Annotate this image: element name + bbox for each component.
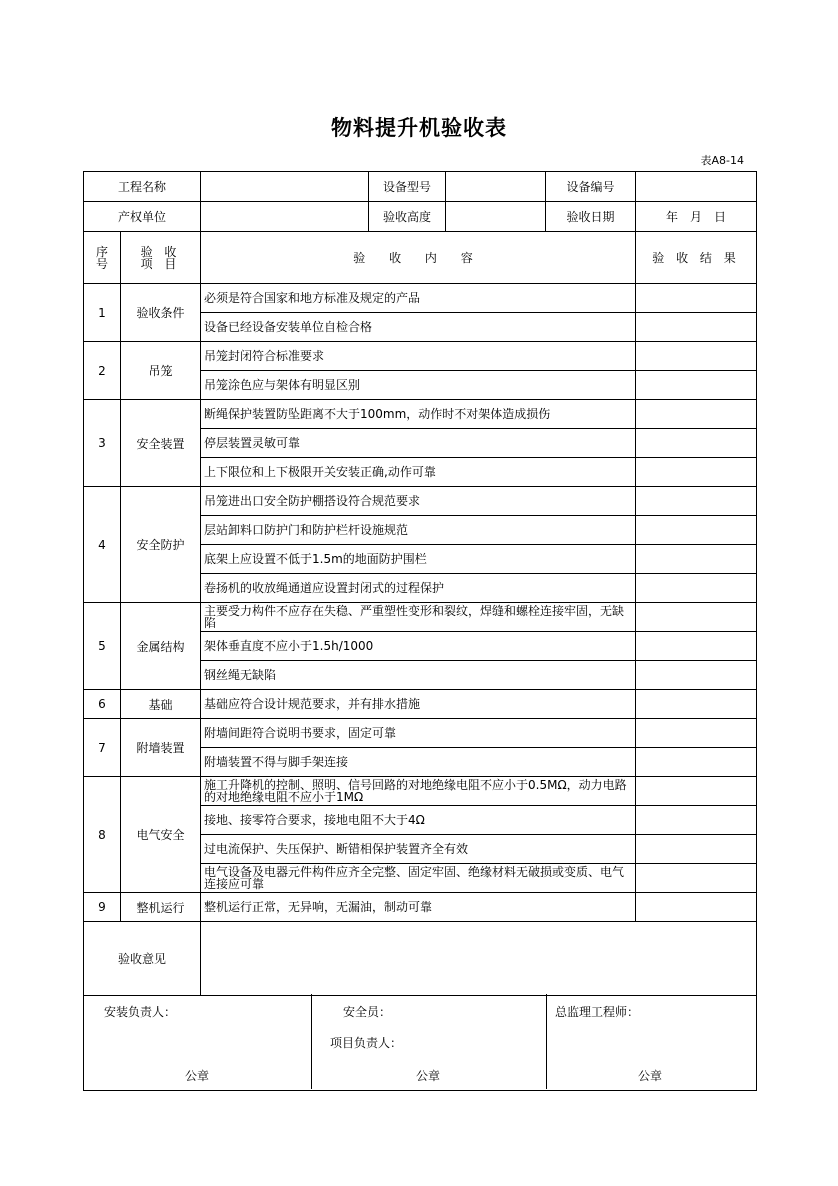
- check-content: 断绳保护装置防坠距离不大于100mm，动作时不对架体造成损伤: [201, 400, 636, 429]
- check-content: 主要受力构件不应存在失稳、严重塑性变形和裂纹，焊缝和螺栓连接牢固，无缺陷: [201, 603, 636, 632]
- check-content: 上下限位和上下极限开关安装正确,动作可靠: [201, 458, 636, 487]
- check-content: 架体垂直度不应小于1.5h/1000: [201, 632, 636, 661]
- check-content: 接地、接零符合要求，接地电阻不大于4Ω: [201, 806, 636, 835]
- check-result[interactable]: [636, 603, 757, 632]
- group-item: 验收条件: [121, 284, 201, 342]
- group-no: 8: [84, 777, 121, 893]
- group-item: 金属结构: [121, 603, 201, 690]
- form-title: 物料提升机验收表: [331, 116, 507, 140]
- equip-no-field[interactable]: [636, 172, 757, 202]
- check-content: 底架上应设置不低于1.5m的地面防护围栏: [201, 545, 636, 574]
- item-header-a: 验 收: [140, 244, 181, 259]
- group-no: 7: [84, 719, 121, 777]
- chief-supervisor-label: 总监理工程师：: [555, 1005, 640, 1019]
- acceptance-table: [83, 171, 757, 1091]
- height-label: 验收高度: [369, 202, 446, 232]
- seal-label: 公章: [416, 1069, 441, 1083]
- item-header-b: 项 目: [140, 256, 181, 271]
- group-item: 安全防护: [121, 487, 201, 603]
- check-result[interactable]: [636, 893, 757, 922]
- equip-no-label: 设备编号: [546, 172, 636, 202]
- group-item: 吊笼: [121, 342, 201, 400]
- check-result[interactable]: [636, 342, 757, 371]
- model-field[interactable]: [446, 172, 546, 202]
- form-code: 表A8-14: [700, 154, 744, 167]
- seq-header-a: 序: [95, 244, 108, 259]
- check-content: 整机运行正常，无异响，无漏油，制动可靠: [201, 893, 636, 922]
- signature-divider: [546, 994, 547, 1089]
- project-name-label: 工程名称: [84, 172, 201, 202]
- check-result[interactable]: [636, 487, 757, 516]
- date-field[interactable]: 年 月 日: [636, 202, 757, 232]
- column-header-row: [84, 232, 757, 284]
- check-result[interactable]: [636, 719, 757, 748]
- seal-label: 公章: [638, 1069, 663, 1083]
- seal-label: 公章: [185, 1069, 210, 1083]
- safety-officer-label: 安全员：: [343, 1005, 392, 1019]
- owner-field[interactable]: [201, 202, 369, 232]
- check-content: 必须是符合国家和地方标准及规定的产品: [201, 284, 636, 313]
- group-item: 安全装置: [121, 400, 201, 487]
- check-result[interactable]: [636, 429, 757, 458]
- check-result[interactable]: [636, 806, 757, 835]
- check-result[interactable]: [636, 284, 757, 313]
- check-content: 基础应符合设计规范要求，并有排水措施: [201, 690, 636, 719]
- check-content: 层站卸料口防护门和防护栏杆设施规范: [201, 516, 636, 545]
- check-result[interactable]: [636, 545, 757, 574]
- check-result[interactable]: [636, 777, 757, 806]
- check-content: 附墙间距符合说明书要求，固定可靠: [201, 719, 636, 748]
- height-field[interactable]: [446, 202, 546, 232]
- group-item: 基础: [121, 690, 201, 719]
- project-manager-label: 项目负责人：: [330, 1036, 403, 1050]
- group-no: 1: [84, 284, 121, 342]
- item-header: [121, 232, 201, 284]
- check-result[interactable]: [636, 864, 757, 893]
- installer-label: 安装负责人：: [104, 1005, 177, 1019]
- check-result[interactable]: [636, 516, 757, 545]
- group-no: 6: [84, 690, 121, 719]
- check-result[interactable]: [636, 835, 757, 864]
- group-no: 5: [84, 603, 121, 690]
- model-label: 设备型号: [369, 172, 446, 202]
- check-result[interactable]: [636, 632, 757, 661]
- check-result[interactable]: [636, 574, 757, 603]
- check-content: 附墙装置不得与脚手架连接: [201, 748, 636, 777]
- opinion-label: 验收意见: [84, 922, 201, 996]
- group-no: 4: [84, 487, 121, 603]
- group-no: 9: [84, 893, 121, 922]
- group-item: 整机运行: [121, 893, 201, 922]
- check-content: 钢丝绳无缺陷: [201, 661, 636, 690]
- check-content: 停层装置灵敏可靠: [201, 429, 636, 458]
- group-item: 附墙装置: [121, 719, 201, 777]
- content-header: 验 收 内 容: [201, 232, 636, 284]
- opinion-field[interactable]: [201, 922, 757, 996]
- check-content: 吊笼涂色应与架体有明显区别: [201, 371, 636, 400]
- signature-divider: [311, 994, 312, 1089]
- check-result[interactable]: [636, 661, 757, 690]
- result-header: 验 收 结 果: [636, 232, 757, 284]
- check-content: 吊笼进出口安全防护棚搭设符合规范要求: [201, 487, 636, 516]
- check-content: 卷扬机的收放绳通道应设置封闭式的过程保护: [201, 574, 636, 603]
- check-result[interactable]: [636, 313, 757, 342]
- check-result[interactable]: [636, 690, 757, 719]
- date-label: 验收日期: [546, 202, 636, 232]
- check-content: 过电流保护、失压保护、断错相保护装置齐全有效: [201, 835, 636, 864]
- check-content: 吊笼封闭符合标准要求: [201, 342, 636, 371]
- owner-label: 产权单位: [84, 202, 201, 232]
- check-content: 电气设备及电器元件构件应齐全完整、固定牢固、绝缘材料无破损或变质、电气连接应可靠: [201, 864, 636, 893]
- group-no: 2: [84, 342, 121, 400]
- check-content: 施工升降机的控制、照明、信号回路的对地绝缘电阻不应小于0.5MΩ，动力电路的对地绝缘电阻不应小于1MΩ: [201, 777, 636, 806]
- check-content: 设备已经设备安装单位自检合格: [201, 313, 636, 342]
- check-result[interactable]: [636, 748, 757, 777]
- check-result[interactable]: [636, 458, 757, 487]
- project-name-field[interactable]: [201, 172, 369, 202]
- seq-header-b: 号: [95, 256, 108, 271]
- check-result[interactable]: [636, 371, 757, 400]
- seq-header: [84, 232, 121, 284]
- check-result[interactable]: [636, 400, 757, 429]
- group-item: 电气安全: [121, 777, 201, 893]
- group-no: 3: [84, 400, 121, 487]
